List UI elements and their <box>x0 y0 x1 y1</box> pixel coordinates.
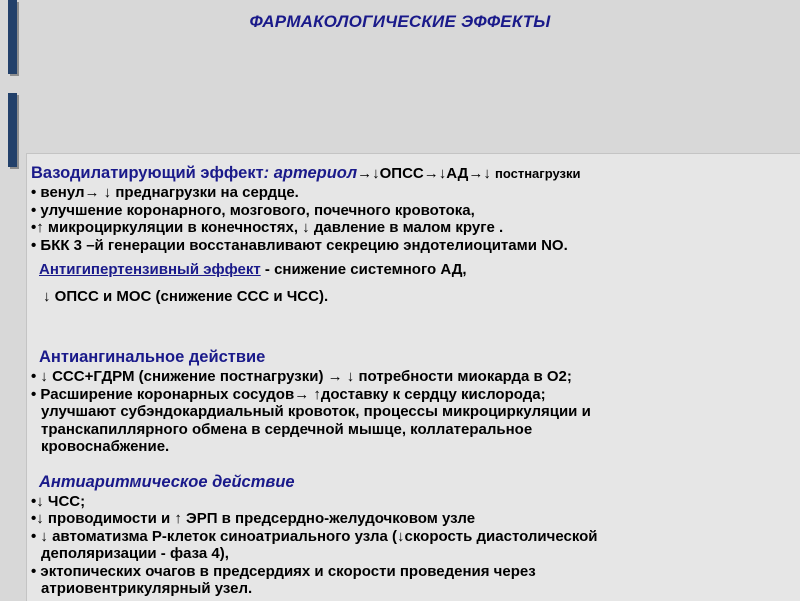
sidebar-bar-middle <box>8 93 17 167</box>
list-item: • венул→ ↓ преднагрузки на сердце. <box>31 184 299 201</box>
antianginal-heading: Антиангинальное действие <box>39 348 266 366</box>
antihypertensive-line-2: ↓ ОПСС и МОС (снижение ССС и ЧСС). <box>43 287 329 305</box>
antihypertensive-line <box>31 261 796 279</box>
list-item: улучшают субэндокардиальный кровоток, процессы микроциркуляции и <box>41 403 591 420</box>
list-item: • ↓ ССС+ГДРМ (снижение постнагрузки) → ↓ потребности миокарда в О2; <box>31 368 572 385</box>
vasodilating-heading-italic: : артериол <box>263 164 358 182</box>
vasodilating-heading-small: постнагрузки <box>494 166 581 181</box>
antihypertensive-link[interactable]: Антигипертензивный эффект <box>39 261 261 278</box>
list-item: •↑ микроциркуляции в конечностях, ↓ давление в малом круге . <box>31 219 504 236</box>
list-item: атриовентрикулярный узел. <box>41 580 253 597</box>
list-item: транскапиллярного обмена в сердечной мышце, коллатеральное <box>41 420 533 438</box>
antiarrhythmic-heading: Антиаритмическое действие <box>39 472 295 491</box>
list-item: •↓ проводимости и ↑ ЭРП в предсердно-желудочковом узле <box>31 510 476 527</box>
list-item: •↓ ЧСС; <box>31 492 86 510</box>
list-item: • улучшение коронарного, мозгового, почечного кровотока, <box>31 201 475 219</box>
slide-content <box>31 163 796 598</box>
list-item: • Расширение коронарных сосудов→ ↑доставку к сердцу кислорода; <box>31 385 546 403</box>
vasodilating-heading-prefix: Вазодилатирующий эффект <box>31 164 264 182</box>
vasodilating-heading-formula: →↓ОПСС→↓АД→↓ <box>357 165 495 182</box>
list-item: • БКК 3 –й генерации восстанавливают секрецию эндотелиоцитами NO. <box>31 236 568 254</box>
list-item: • эктопических очагов в предсердиях и скорости проведения через <box>31 562 536 580</box>
slide-title: ФАРМАКОЛОГИЧЕСКИЕ ЭФФЕКТЫ <box>249 12 551 31</box>
antihypertensive-rest: - снижение системного АД, <box>260 261 467 278</box>
list-item: кровоснабжение. <box>41 438 170 455</box>
list-item: деполяризации - фаза 4), <box>41 545 229 562</box>
vasodilating-heading <box>31 163 796 184</box>
list-item: • ↓ автоматизма Р-клеток синоатриального узла (↓скорость диастолической <box>31 527 598 545</box>
